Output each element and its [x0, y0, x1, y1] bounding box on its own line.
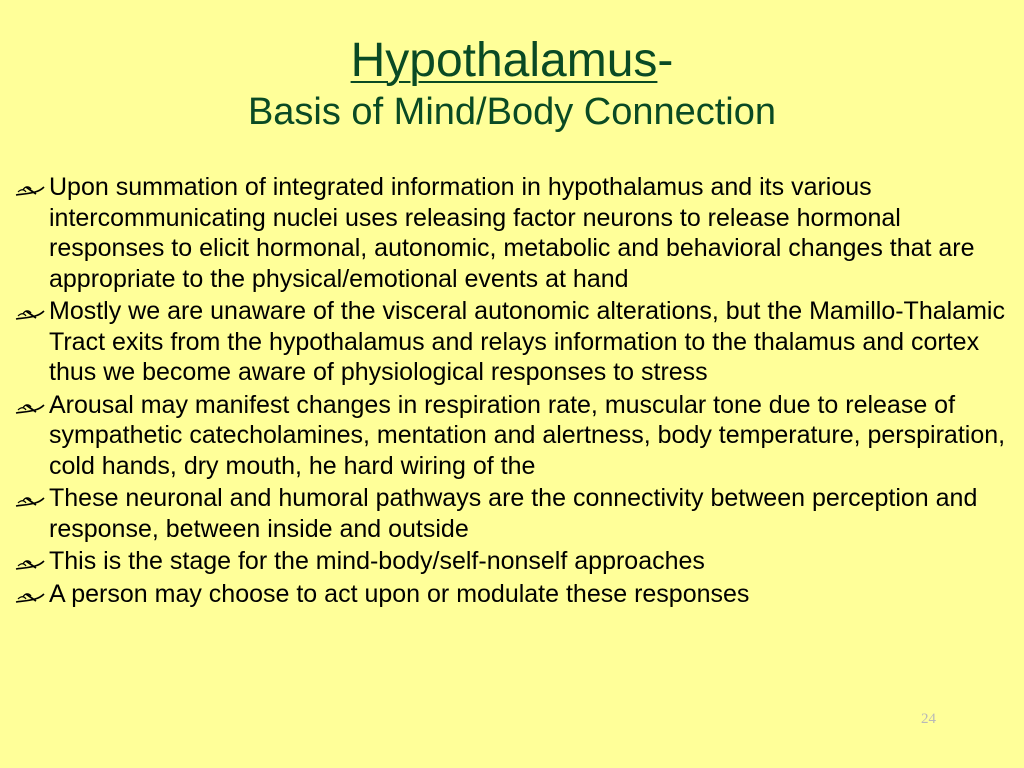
bullet-text: These neuronal and humoral pathways are the connectivity between perception and response, between inside and outside — [49, 484, 978, 543]
bullet-item — [14, 296, 1012, 388]
bullet-text: A person may choose to act upon or modulate these responses — [49, 579, 750, 608]
hand-writing-icon — [14, 493, 46, 509]
hand-writing-icon — [14, 182, 46, 198]
hand-writing-icon — [14, 400, 46, 416]
hand-writing-icon — [14, 306, 46, 322]
bullet-item — [14, 483, 1012, 544]
bullet-text: This is the stage for the mind-body/self-nonself approaches — [49, 547, 705, 575]
bullet-item — [14, 390, 1012, 482]
title-main: Hypothalamus — [350, 34, 658, 87]
bullet-item — [14, 579, 1012, 610]
hand-writing-icon — [14, 556, 46, 572]
page-number: 24 — [921, 711, 936, 727]
title-line — [0, 32, 1024, 90]
bullet-item — [14, 546, 1012, 577]
hand-writing-icon — [14, 589, 46, 605]
slide-title — [0, 32, 1024, 134]
title-dash: - — [657, 34, 674, 87]
bullet-text: Upon summation of integrated information in hypothalamus and its various intercommunicating nuclei uses releasing factor neurons to release hormonal responses to elicit hormonal, autonomic, metabolic and behavioral changes that are appropriate to the physical/emotional events at hand — [49, 173, 975, 293]
bullet-text: Mostly we are unaware of the visceral autonomic alterations, but the Mamillo-Thalamic Tract exits from the hypothalamus and relays information to the thalamus and cortex thus we become aware of physiological responses to stress — [49, 297, 1005, 386]
bullet-text: Arousal may manifest changes in respiration rate, muscular tone due to release of sympathetic catecholamines, mentation and alertness, body temperature, perspiration, cold hands, dry mouth, he hard wiring of the — [49, 390, 1006, 480]
bullet-item — [14, 172, 1012, 294]
bullet-list — [14, 172, 1012, 611]
slide-subtitle: Basis of Mind/Body Connection — [247, 91, 777, 133]
